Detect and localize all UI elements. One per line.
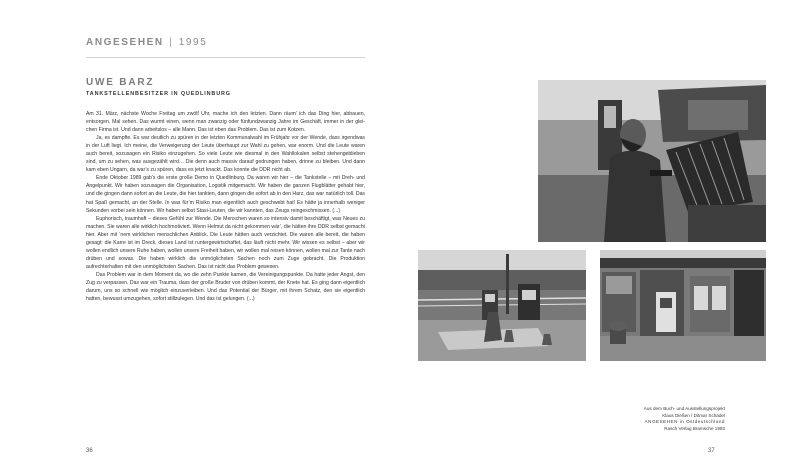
caption-line: ANGESEHEN in Ostdeutschland <box>644 419 725 425</box>
caption-line: Rasch Verlag Bramsche 1993 <box>664 425 725 431</box>
body-paragraph: Euphorisch, traumhaft – dieses Gefühl zur Wende. Die Menschen waren so intensiv damit beschäftigt, was Neues zu machen. Sie waren alle wirklich hochmotiviert. Wenn Helmut da nicht gekommen wär’, die hätten ihre DDR selbst gemacht hier. Aber mit ’nem wirklichen menschlichen Anblick. Die Leute hätten auch verzichtet. Die waren alle bereit, die haben gesagt: die Karre ist im Dreck, dieses Land ist runtergewirtschaftet, das läuft nicht mehr. Wir wissen es selbst – aber wir wollen endlich unsere Ruhe haben, wollen unsere Freiheit haben, wir wollen mal reisen können, wollen mal zur Tante nach drüben und sowas. Die haben wirklich die unmöglichsten Sachen noch zum Zuge gebracht. Die Produktion aufrechterhalten mit den unmöglichsten Sachen. Das ist nicht das Problem gewesen. <box>86 215 365 270</box>
body-text <box>86 110 365 303</box>
caption-line: Aus dem Buch- und Ausstellungsprojekt <box>643 406 725 411</box>
author-name: UWE BARZ <box>86 77 155 88</box>
section-year: 1995 <box>178 37 208 48</box>
header-rule <box>86 57 365 58</box>
body-paragraph: Ja, es dampfte. Es war deutlich zu spüren in der letzten Kommunalwahl im Frühjahr vor der Wende, dass irgendwas in der Luft liegt. Ich meine, die Verweigerung der Leute überhaupt zur Wahl zu gehen, war enorm. Und die Leute waren auch bereit, sozusagen ein Risiko einzugehen. So viele Leute wie diesmal in den Wahllokalen selbst stehengeblieben sind, um zu sehen, was ausgezählt wird… Die denn auch massiv darauf gedrungen haben, drinne zu bleiben. Und dann kam eben Ungarn, da war’s zu spüren, dass es jetzt knackt. Das konnte die DDR nicht ab. <box>86 135 365 174</box>
body-paragraph: Das Problem war in dem Moment da, wo die zehn Punkte kamen, die Vereinigungspunkte. Da hatte jeder Angst, den Zug zu verpassen. Das war ein Trauma, dass der große Bruder von drüben kommt, der Knete hat. Es ging dann eigentlich darum, uns so schnell wie möglich einzuverleiben. Und das Potential der Bürger, mit ihrem Schatz, den sie eigentlich hatten, bewusst umzugehen, sofort stillzulegen. Und das ist gelungen. (...) <box>86 271 365 303</box>
photo-station-building <box>600 250 766 361</box>
body-paragraph: Ende Oktober 1989 gab’s die erste große Demo in Quedlinburg. Da waren wir hier – die Tankstelle – mit Dreh- und Angelpunkt. Wir haben sozusagen die Organisation, Logistik mitgemacht. Wir haben die ganzen Flugblätter gehabt hier, und die gingen dann sofort an die Leute, die hier tankten, dann gingen die sofort ab in den Harz, das war natürlich toll. Das hat Spaß gemacht, an der Stelle. In was für’m Risiko man eigentlich auch geschwebt hat! Es hätte ja innerhalb weniger Sekunden vorbei sein können. Wir haben selbst Stasi-Leuten, die wir kannten, das Zeugs reingeschmissen. (...) <box>86 175 365 214</box>
caption-line: Klaus Dießen / Ditmar Schädel <box>662 412 725 418</box>
photo-attendant-at-car <box>538 80 766 242</box>
page-number-right: 37 <box>708 448 715 454</box>
body-paragraph: Am 31. März, nächste Woche Freitag um zwölf Uhr, mache ich den letzten. Dann räum’ ich das Ding hier, abbauen, entsorgen. Mal sehen. Das wurmt einen, wenn man zwanzig oder fünfundzwanzig Jahre im Geschäft, immer in der gleichen Firma ist. Und dann arbeitslos – alle Mann. Das ist eben das Problem. Das ist zum Kotzen. <box>86 111 365 134</box>
page-number-left: 36 <box>86 448 93 454</box>
section-title: ANGESEHEN <box>86 37 164 48</box>
section-header <box>86 37 207 48</box>
author-role: TANKSTELLENBESITZER IN QUEDLINBURG <box>86 91 231 97</box>
photo-fuel-pumps-outdoor <box>418 250 586 361</box>
photo-caption <box>590 406 725 432</box>
section-separator: | <box>169 37 174 48</box>
